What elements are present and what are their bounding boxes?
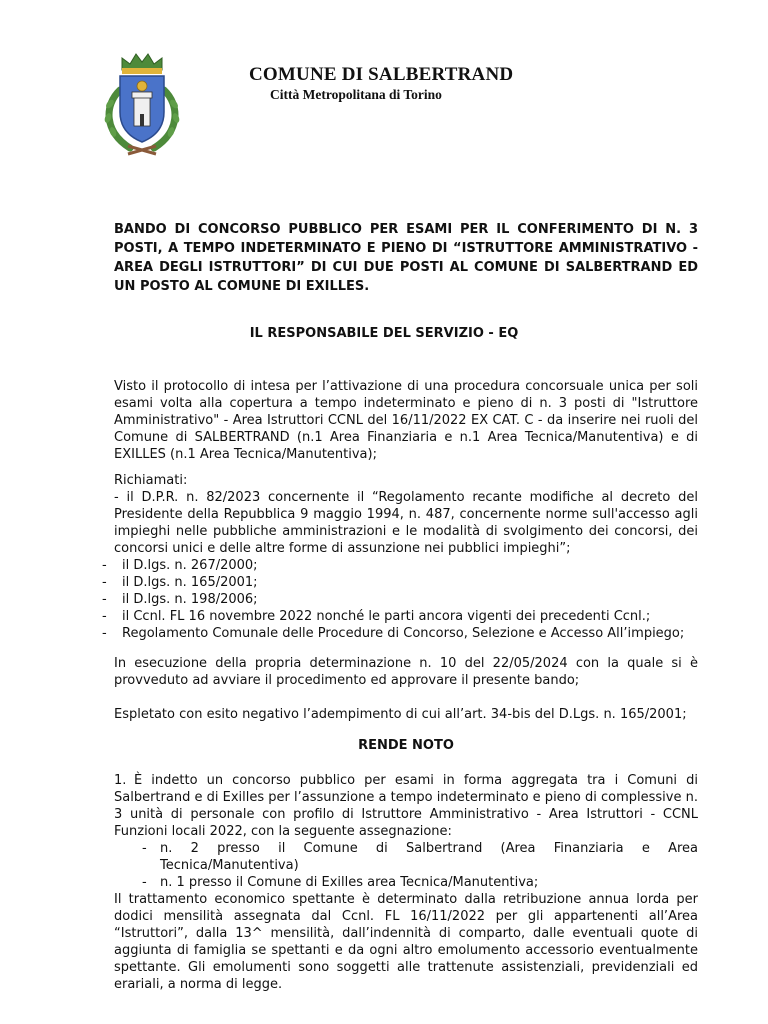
list-item: - il D.lgs. n. 198/2006; [114,591,698,608]
rende-noto-label: RENDE NOTO [358,738,454,753]
list-item: - n. 1 presso il Comune di Exilles area Tecnica/Manutentiva; [142,874,698,891]
list-item: - il D.lgs. n. 267/2000; [114,557,698,574]
list-item: - Regolamento Comunale delle Procedure di Concorso, Selezione e Accesso All’impiego; [114,625,698,642]
point-number: 1. [114,773,127,788]
esecuzione-paragraph: In esecuzione della propria determinazione n. 10 del 22/05/2024 con la quale si è provveduto ad avviare il procedimento ed approvare il presente bando; [114,656,698,688]
rende-noto-heading [0,738,768,753]
richiamati-list [114,557,698,642]
dpr-paragraph: - il D.P.R. n. 82/2023 concernente il “Regolamento recante modifiche al decreto del Presidente della Repubblica 9 maggio 1994, n. 487, concernente norme sull'accesso agli impieghi nelle pubbliche amministrazioni e le modalità di svolgimento dei concorsi, dei concorsi unici e delle altre forme di assunzione nei pubblici impieghi”; [114,490,698,556]
trattamento-paragraph: Il trattamento economico spettante è determinato dalla retribuzione annua lorda per dodici mensilità assegnata dal Ccnl. FL 16/11/2022 per gli appartenenti all’Area “Istruttori”, dalla 13^ mensilità, dall’indennità di comparto, dalle eventuali quote di aggiunta di famiglia se spettanti e da ogni altro emolumento accessorio eventualmente spettante. Gli emolumenti sono soggetti alle trattenute assistenziali, previdenziali ed erariali, a norma di legge. [114,892,698,992]
point-1-paragraph [114,772,698,840]
richiamati-section [114,472,698,642]
richiamati-heading: Richiamati: [114,473,188,488]
point-1-text: È indetto un concorso pubblico per esami in forma aggregata tra i Comuni di Salbertrand e di Exilles per l’assunzione a tempo indeterminato e pieno di complessive n. 3 unità di personale con profilo di Istruttore Amministrativo - Area Istruttori - CCNL Funzioni locali 2022, con la seguente assegnazione: [114,773,698,839]
list-item: - il D.lgs. n. 165/2001; [114,574,698,591]
municipal-coat-of-arms-icon [100,50,184,162]
list-item: - n. 2 presso il Comune di Salbertrand (Area Finanziaria e Area Tecnica/Manutentiva) [142,840,698,874]
espletato-paragraph: Espletato con esito negativo l’adempimento di cui all’art. 34-bis del D.Lgs. n. 165/2001; [114,707,687,722]
point-1-section [114,772,698,993]
visto-paragraph: Visto il protocollo di intesa per l’attivazione di una procedura concorsuale unica per soli esami volta alla copertura a tempo indeterminato e pieno di n. 3 posti di "Istruttore Amministrativo" - Area Istruttori CCNL del 16/11/2022 EX CAT. C - da inserire nei ruoli del Comune di SALBERTRAND (n.1 Area Finanziaria e n.1 Area Tecnica/Manutentiva) e di EXILLES (n.1 Area Tecnica/Manutentiva); [114,379,698,462]
responsabile-heading: IL RESPONSABILE DEL SERVIZIO - EQ [249,326,519,341]
bando-title: BANDO DI CONCORSO PUBBLICO PER ESAMI PER IL CONFERIMENTO DI N. 3 POSTI, A TEMPO INDETERMINATO E PIENO DI “ISTRUTTORE AMMINISTRATIVO - AREA DEGLI ISTRUTTORI” DI CUI DUE POSTI AL COMUNE DI SALBERTRAND ED UN POSTO AL COMUNE DI EXILLES. [114,222,698,294]
assignment-list [114,840,698,891]
municipality-title: COMUNE DI SALBERTRAND [249,64,514,85]
list-item: - il Ccnl. FL 16 novembre 2022 nonché le parti ancora vigenti dei precedenti Ccnl.; [114,608,698,625]
municipality-subtitle: Città Metropolitana di Torino [270,87,442,102]
